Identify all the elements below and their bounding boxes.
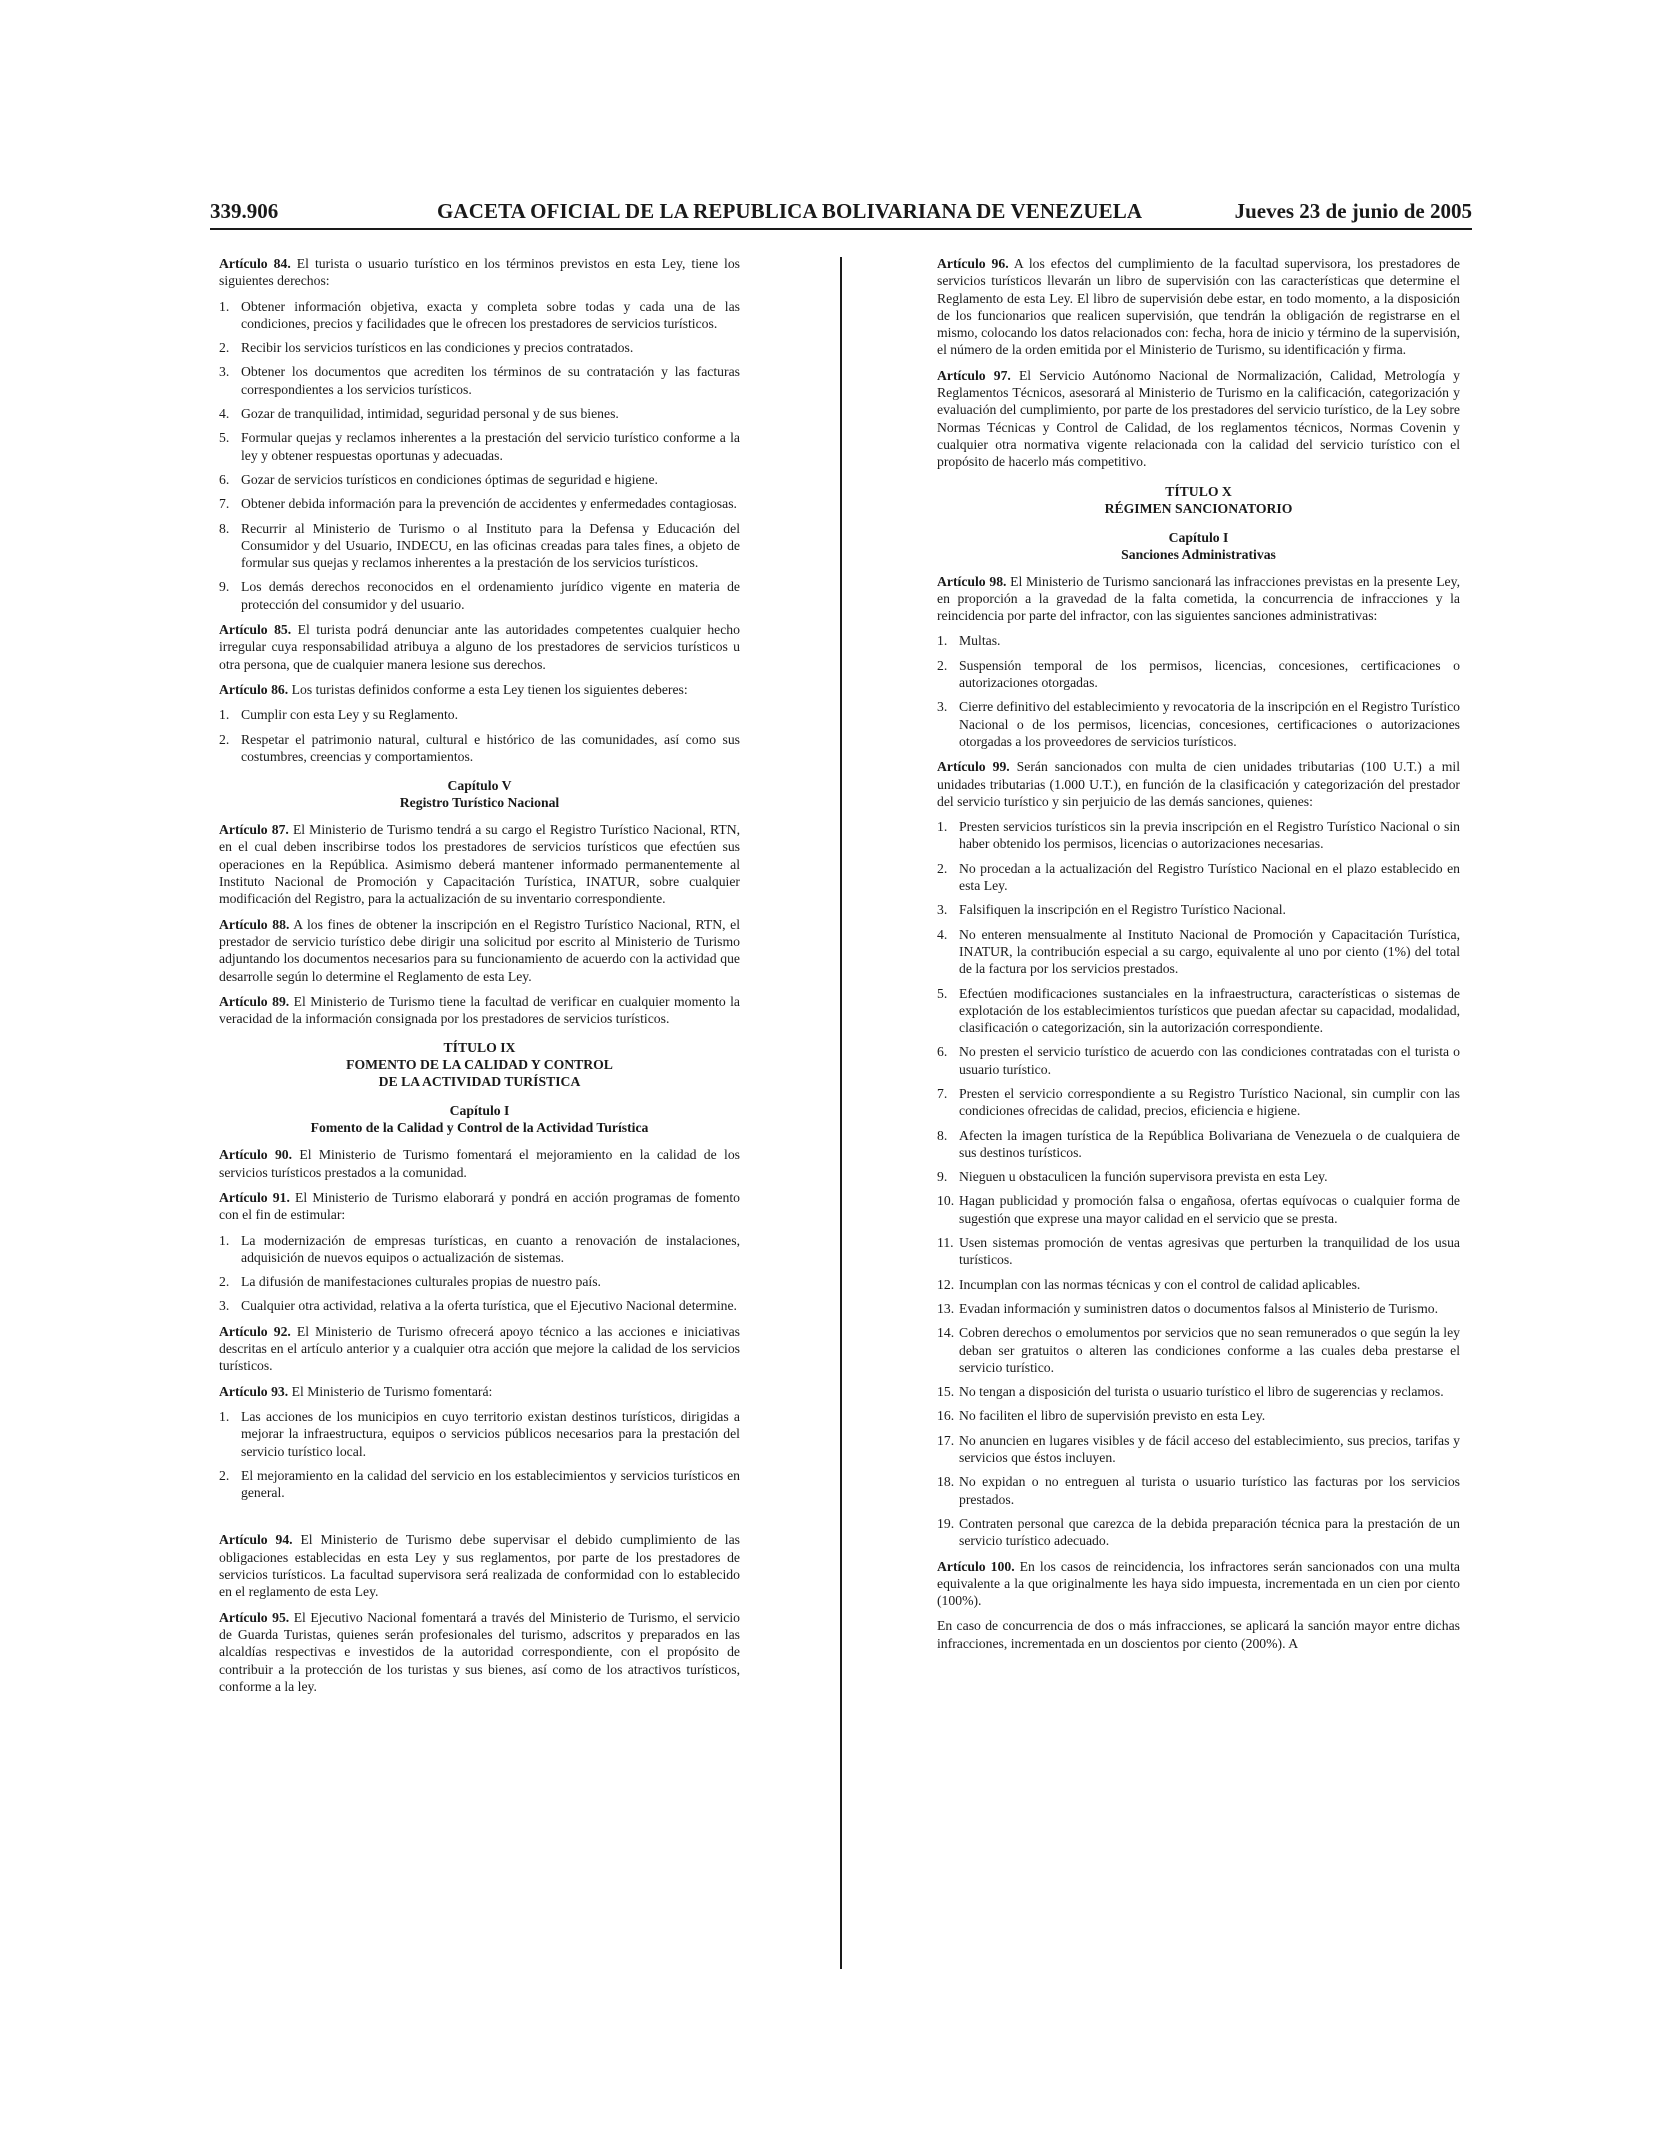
list-item: 17. No anuncien en lugares visibles y de fácil acceso del establecimiento, sus precios, tarifas y servicios que éstos incluyen. [937,1432,1460,1466]
list-item: 3. Cualquier otra actividad, relativa a la oferta turística, que el Ejecutivo Nacional determine. [219,1298,737,1314]
list-item: 2. La difusión de manifestaciones culturales propias de nuestro país. [219,1274,601,1290]
article-94: Artículo 94. El Ministerio de Turismo debe supervisar el debido cumplimiento de las obligaciones establecidas en esta Ley y sus reglamentos, por parte de los prestadores de servicios turísticos. La facultad supervisora será realizada de conformidad con lo establecido en el reglamento de esta Ley. [219,1532,740,1600]
list-item: 4. No enteren mensualmente al Instituto Nacional de Promoción y Capacitación Turística, INATUR, la contribución especial a su cargo, equivalente al uno por ciento (1%) del total de la factura por los servicios prestados. [937,926,1460,977]
right-column [937,255,1460,1660]
gazette-number: 339.906 [210,199,279,223]
article-84-list [219,298,740,613]
list-item: 4. Gozar de tranquilidad, intimidad, seguridad personal y de sus bienes. [219,406,619,422]
article-86-list [219,706,740,765]
list-item: 1. La modernización de empresas turísticas, en cuanto a renovación de instalaciones, adquisición de nuevos equipos o actualización de sistemas. [219,1232,740,1265]
list-item: 3. Falsifiquen la inscripción en el Registro Turístico Nacional. [937,902,1286,918]
article-96: Artículo 96. A los efectos del cumplimiento de la facultad supervisora, los prestadores de servicios turísticos llevarán un libro de supervisión con las características que determine el Reglamento de esta Ley. El libro de supervisión debe estar, en todo momento, a la disposición de los funcionarios que realicen supervisión, que tendrán la obligación de registrarse en el mismo, colocando los datos relacionados con: fecha, hora de inicio y término de la supervisión, el número de la orden emitida por el Ministerio de Turismo, su identificación y firma. [937,256,1461,358]
list-item: 1. Presten servicios turísticos sin la previa inscripción en el Registro Turístico Nacional o sin haber obtenido los permisos, licencias o autorizaciones necesarias. [937,819,1460,852]
list-item: 2. Recibir los servicios turísticos en las condiciones y precios contratados. [219,340,634,356]
article-91: Artículo 91. El Ministerio de Turismo elaborará y pondrá en acción programas de fomento con el fin de estimular: [219,1189,740,1223]
article-93-list [219,1408,740,1501]
article-92: Artículo 92. El Ministerio de Turismo ofrecerá apoyo técnico a las acciones e iniciativas descritas en el artículo anterior y a cualquier otra acción que mejore la calidad de los servicios turísticos. [219,1323,741,1374]
article-93: Artículo 93. El Ministerio de Turismo fomentará: [219,1383,493,1399]
list-item: 19. Contraten personal que carezca de la debida preparación técnica para la prestación de un servicio turístico adecuado. [937,1515,1460,1549]
list-item: 9. Los demás derechos reconocidos en el ordenamiento jurídico vigente en materia de protección del consumidor y del usuario. [219,579,740,612]
left-column [219,255,740,1703]
article-99-list [937,818,1460,1549]
chapter-1-heading: Capítulo I Fomento de la Calidad y Control de la Actividad Turística [310,1103,649,1136]
article-88: Artículo 88. A los fines de obtener la inscripción en el Registro Turístico Nacional, RTN, el prestador de servicio turístico debe dirigir una solicitud por escrito al Ministerio de Turismo adjuntando los documentos necesarios para su funcionamiento de acuerdo con la actividad que desarrolle según lo determine el Reglamento de esta Ley. [219,916,741,984]
article-89: Artículo 89. El Ministerio de Turismo tiene la facultad de verificar en cualquier momento la veracidad de la información consignada por los prestadores de servicios turísticos. [219,993,741,1027]
list-item: 5. Efectúen modificaciones sustanciales en la infraestructura, características o sistemas de explotación de los establecimientos turísticos que puedan afectar su capacidad, modalidad, clasificación o categorización, sin la autorización correspondiente. [937,985,1460,1036]
article-100-paragraph-2: En caso de concurrencia de dos o más infracciones, se aplicará la sanción mayor entre dichas infracciones, incrementada en un doscientos por ciento (200%). A [937,1618,1460,1651]
article-99: Artículo 99. Serán sancionados con multa de cien unidades tributarias (100 U.T.) a mil unidades tributarias (1.000 U.T.), en función de la clasificación y categorización del prestador del servicio turístico y sin perjuicio de las demás sanciones, quienes: [937,759,1460,809]
gazette-date: Jueves 23 de junio de 2005 [1234,199,1472,223]
list-item: 6. Gozar de servicios turísticos en condiciones óptimas de seguridad e higiene. [219,471,658,487]
list-item: 2. No procedan a la actualización del Registro Turístico Nacional en el plazo establecido en esta Ley. [937,860,1460,894]
chapter-1-sanctions-heading: Capítulo I Sanciones Administrativas [1121,529,1276,562]
list-item: 2. Suspensión temporal de los permisos, licencias, concesiones, certificaciones o autorizaciones otorgadas. [937,657,1460,691]
list-item: 3. Cierre definitivo del establecimiento y revocatoria de la inscripción en el Registro Turístico Nacional o de los permisos, licencias, concesiones, certificaciones o autorizaciones otorgadas a los proveedores de servicios turísticos. [937,699,1460,749]
article-97: Artículo 97. El Servicio Autónomo Nacional de Normalización, Calidad, Metrología y Reglamentos Técnicos, asesorará al Ministerio de Turismo en la calificación, categorización y evaluación del cumplimiento, por parte de los prestadores del servicio turístico, de la Ley sobre Normas Técnicas y Control de Calidad, de los reglamentos técnicos, Normas Covenin y cualquier otra normativa vigente relacionada con la calidad del servicio turístico con el propósito de hacerlo más competitivo. [937,367,1460,470]
title-9-heading: TÍTULO IX FOMENTO DE LA CALIDAD Y CONTROL DE LA ACTIVIDAD TURÍSTICA [346,1040,613,1090]
article-95: Artículo 95. El Ejecutivo Nacional fomentará a través del Ministerio de Turismo, el servicio de Guarda Turistas, quienes serán profesionales del turismo, adscritos y preparados en las alcaldías respectivas e investidos de la autoridad correspondiente, con el propósito de contribuir a la protección de los turistas y sus bienes, así como de los atractivos turísticos, conforme a la ley. [219,1609,740,1694]
article-91-list [219,1232,740,1315]
list-item: 6. No presten el servicio turístico de acuerdo con las condiciones contratadas con el turista o usuario turístico. [937,1044,1460,1077]
list-item: 13. Evadan información y suministren datos o documentos falsos al Ministerio de Turismo. [937,1300,1439,1316]
article-90: Artículo 90. El Ministerio de Turismo fomentará el mejoramiento en la calidad de los servicios turísticos prestados a la comunidad. [219,1147,740,1180]
list-item: 7. Presten el servicio correspondiente a su Registro Turístico Nacional, sin cumplir con las condiciones ofrecidas de calidad, precios, eficiencia e higiene. [937,1085,1460,1119]
list-item: 15. No tengan a disposición del turista o usuario turístico el libro de sugerencias y reclamos. [937,1384,1444,1400]
header-rule [210,228,1472,230]
title-10-heading: TÍTULO X RÉGIMEN SANCIONATORIO [1104,483,1293,516]
article-84: Artículo 84. El turista o usuario turístico en los términos previstos en esta Ley, tiene los siguientes derechos: [219,256,741,289]
list-item: 18. No expidan o no entreguen al turista o usuario turístico las facturas por los servicios prestados. [937,1474,1460,1507]
article-98: Artículo 98. El Ministerio de Turismo sancionará las infracciones previstas en la presente Ley, en proporción a la gravedad de la falta cometida, la concurrencia de infracciones y la reincidencia por parte del infractor, con las siguientes sanciones administrativas: [937,573,1461,624]
list-item: 1. Multas. [937,633,1001,649]
list-item: 16. No faciliten el libro de supervisión previsto en esta Ley. [937,1408,1266,1424]
list-item: 7. Obtener debida información para la prevención de accidentes y enfermedades contagiosas. [219,496,737,512]
list-item: 2. El mejoramiento en la calidad del servicio en los establecimientos y servicios turísticos en general. [219,1467,740,1501]
list-item: 1. Obtener información objetiva, exacta y completa sobre todas y cada una de las condiciones, precios y facilidades que le ofrecen los prestadores de servicios turísticos. [219,298,740,331]
list-item: 14. Cobren derechos o emolumentos por servicios que no sean remunerados o que según la ley deban ser gratuitos o alteren las condiciones conforme a las cuales deba prestarse el servicio turístico. [937,1325,1460,1375]
list-item: 1. Las acciones de los municipios en cuyo territorio existan destinos turísticos, dirigidas a mejorar la infraestructura, equipos o servicios públicos necesarios para la prestación del servicio turístico local. [219,1408,740,1459]
chapter-5-heading: Capítulo V Registro Turístico Nacional [399,778,560,811]
article-100: Artículo 100. En los casos de reincidencia, los infractores serán sancionados con una multa equivalente a la que originalmente les haya sido impuesta, incrementada en un cien por ciento (100%). [937,1558,1460,1609]
list-item: 8. Afecten la imagen turística de la República Bolivariana de Venezuela o de cualquiera de sus destinos turísticos. [937,1127,1460,1160]
list-item: 3. Obtener los documentos que acrediten los términos de su contratación y las facturas correspondientes a los servicios turísticos. [219,364,740,397]
gazette-title: GACETA OFICIAL DE LA REPUBLICA BOLIVARIANA DE VENEZUELA [437,199,1143,223]
list-item: 1. Cumplir con esta Ley y su Reglamento. [219,707,459,723]
list-item: 12. Incumplan con las normas técnicas y con el control de calidad aplicables. [937,1276,1361,1292]
list-item: 2. Respetar el patrimonio natural, cultural e histórico de las comunidades, así como sus costumbres, creencias y comportamientos. [219,731,740,764]
list-item: 11. Usen sistemas promoción de ventas agresivas que perturben la tranquilidad de los usua turísticos. [937,1235,1460,1268]
article-86: Artículo 86. Los turistas definidos conforme a esta Ley tienen los siguientes deberes: [219,681,688,697]
article-85: Artículo 85. El turista podrá denunciar ante las autoridades competentes cualquier hecho irregular cuya responsabilidad atribuya a alguno de los prestadores de servicios turísticos u otra persona, que de cualquier manera lesione sus derechos. [219,622,740,672]
list-item: 5. Formular quejas y reclamos inherentes a la prestación del servicio turístico conforme a la ley y obtener respuestas oportunas y adecuadas. [219,430,740,463]
article-87: Artículo 87. El Ministerio de Turismo tendrá a su cargo el Registro Turístico Nacional, RTN, en el cual deben inscribirse todos los prestadores de servicios turísticos que efectúen sus operaciones en la República. Asimismo deberá mantener informado permanentemente al Instituto Nacional de Promoción y Capacitación Turística, INATUR, sobre cualquier modificación del Registro, para la actualización de su inventario correspondiente. [219,822,741,907]
column-divider [840,257,842,1969]
article-98-list [937,632,1460,750]
list-item: 8. Recurrir al Ministerio de Turismo o al Instituto para la Defensa y Educación del Consumidor y del Usuario, INDECU, en las oficinas creadas para tales fines, a objeto de formular sus quejas y reclamos inherentes a la prestación de los servicios turísticos. [219,520,740,571]
list-item: 10. Hagan publicidad y promoción falsa o engañosa, ofertas equívocas o cualquier forma de sugestión que exprese una mayor calidad en el servicio que se presta. [937,1193,1460,1226]
list-item: 9. Nieguen u obstaculicen la función supervisora prevista en esta Ley. [937,1169,1328,1185]
